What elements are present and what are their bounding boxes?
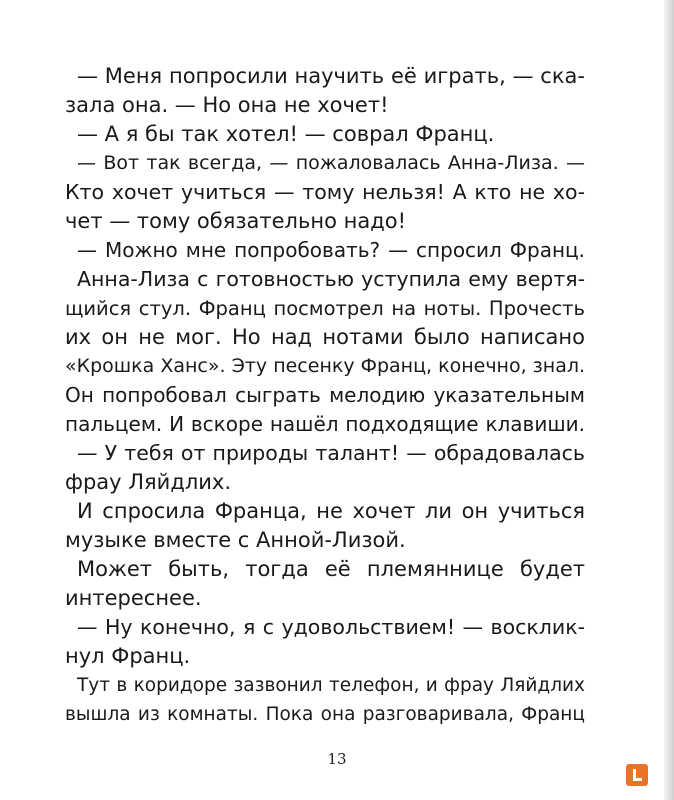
- text-line: фрау Ляйдлих.: [65, 470, 232, 494]
- text-line: Тут в коридоре зазвонил телефон, и фрау Ляйдлих: [77, 675, 585, 696]
- page-spine-edge: [664, 0, 674, 800]
- text-line: И спросила Франца, не хочет ли он учиться: [77, 499, 585, 523]
- page-number: 13: [327, 750, 347, 768]
- text-line: их он не мог. Но над нотами было написано: [65, 325, 585, 349]
- labirint-logo-icon: [626, 764, 648, 786]
- text-line: пальцем. И вскоре нашёл подходящие клавиши.: [65, 412, 585, 436]
- text-line: Может быть, тогда её племяннице будет: [77, 557, 585, 581]
- text-line: — А я бы так хотел! — соврал Франц.: [77, 122, 495, 146]
- text-line: — Ну конечно, я с удовольствием! — восклик-: [77, 615, 585, 639]
- text-line: щийся стул. Франц посмотрел на ноты. Прочесть: [65, 297, 585, 320]
- text-line: Кто хочет учиться — тому нельзя! А кто не хо-: [65, 180, 585, 204]
- text-line: — Можно мне попробовать? — спросил Франц.: [77, 238, 585, 262]
- text-line: чет — тому обязательно надо!: [65, 209, 406, 233]
- text-line: интереснее.: [65, 586, 202, 610]
- text-line: — Меня попросили научить её играть, — ска-: [77, 64, 585, 88]
- text-line: вышла из комнаты. Пока она разговаривала, Франц: [65, 704, 585, 725]
- text-line: «Крошка Ханс». Эту песенку Франц, конечно, знал.: [65, 355, 586, 377]
- text-line: — У тебя от природы талант! — обрадовалась: [77, 441, 585, 465]
- page-text: [65, 62, 585, 729]
- text-line: Анна-Лиза с готовностью уступила ему вертя-: [77, 267, 585, 291]
- text-line: Он попробовал сыграть мелодию указательным: [65, 383, 585, 407]
- text-line: зала она. — Но она не хочет!: [65, 93, 389, 117]
- text-line: нул Франц.: [65, 644, 191, 668]
- text-line: — Вот так всегда, — пожаловалась Анна-Лиза. —: [77, 152, 585, 174]
- text-line: музыке вместе с Анной-Лизой.: [65, 528, 406, 552]
